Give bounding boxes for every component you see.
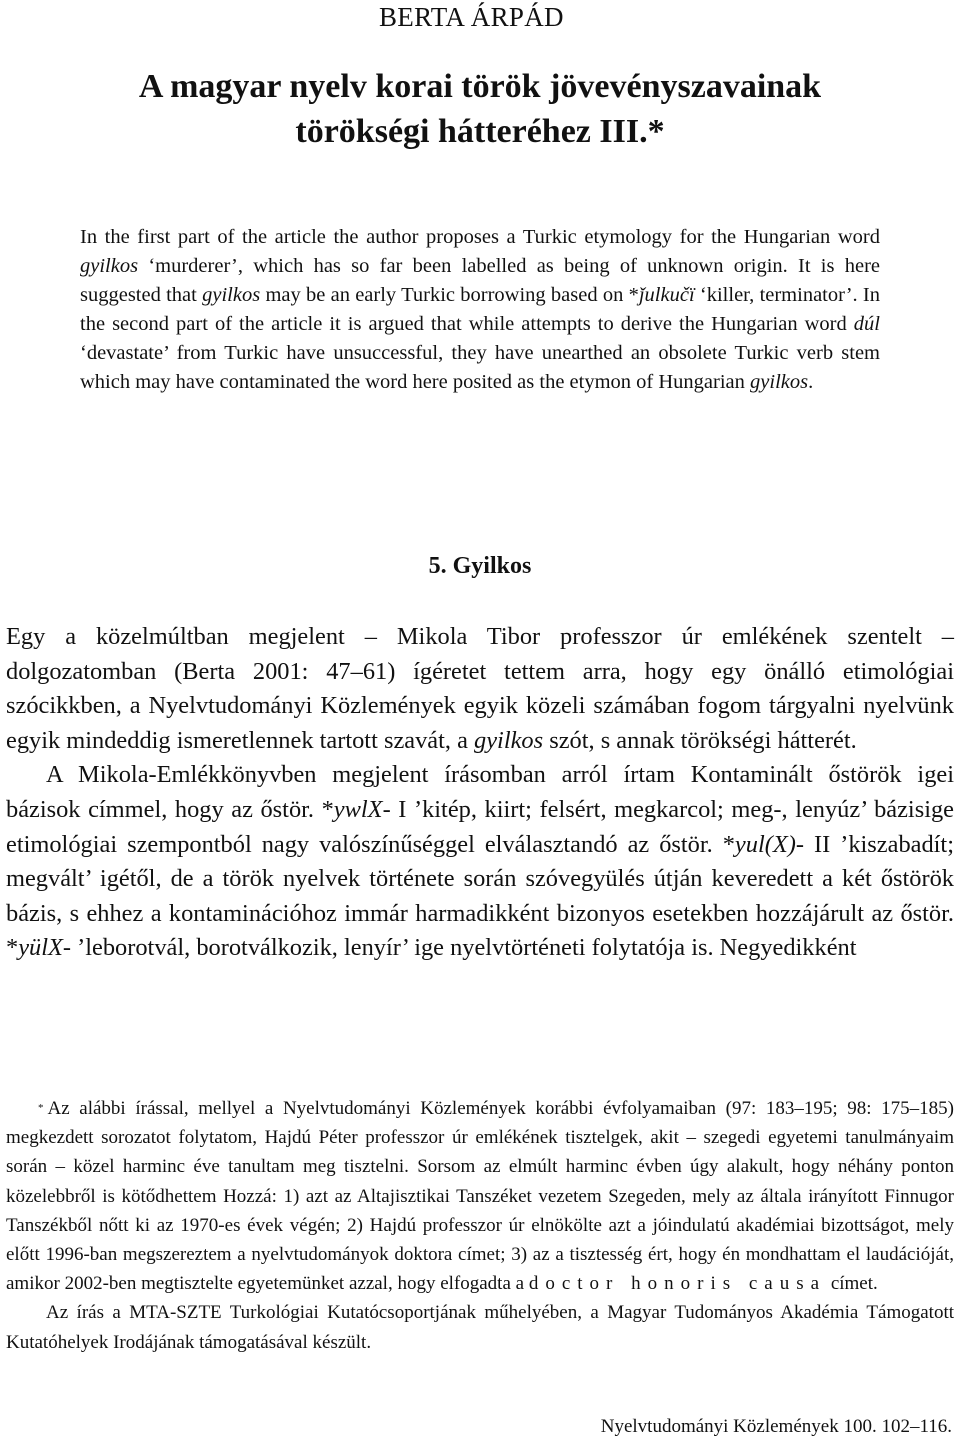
paragraph-text: - ’leborotvál, borotválkozik, lenyír’ ige nyelvtörténeti folytatója is. Negyedikként	[62, 934, 857, 962]
footnote-mark: *	[38, 1102, 44, 1114]
abstract	[80, 223, 880, 397]
paragraph-term: ywlX	[333, 795, 383, 823]
paragraph-text: - I ’kitép, kiirt; felsért, megkarcol; meg-, lenyúz’ bázisige etimológiai szempontból nagy valószínűséggel elválasztandó az őstör. *	[6, 795, 954, 858]
footnote-paragraph	[6, 1094, 954, 1298]
journal-reference: Nyelvtudományi Közlemények 100. 102–116.	[600, 1416, 952, 1437]
paragraph-text: Egy a közelmúltban megjelent – Mikola Tibor professzor úr emlékének szentelt – dolgozatomban (Berta 2001: 47–61) ígéretet tettem arra, hogy egy önálló etimológiai szócikkben, a Nyelvtudományi Közlemények egyik közeli számában fogom tárgyalni nyelvünk egyik mindeddig ismeretlennek tartott szavát, a	[6, 623, 954, 754]
abstract-term: ǰulkučï	[638, 284, 695, 306]
paragraph-text: szót, s annak törökségi hátterét.	[543, 726, 857, 754]
paragraph-term: yülX	[18, 934, 63, 962]
title-line-2: törökségi hátteréhez III.*	[295, 113, 665, 150]
abstract-text: ‘killer, terminator’. In the second part of the article it is argued that while attempts to derive the Hungarian word	[80, 284, 880, 335]
paragraph-text: A Mikola-Emlékkönyvben megjelent írásomban arról írtam Kontaminált őstörök igei bázisok címmel, hogy az őstör. *	[6, 761, 954, 823]
abstract-term: gyilkos	[202, 284, 261, 306]
abstract-text: ‘devastate’ from Turkic have unsuccessful, they have unearthed an obsolete Turkic verb stem which may have contaminated the word here posited as the etymon of Hungarian	[80, 342, 880, 393]
abstract-text: ‘murderer’, which has so far been labelled as being of unknown origin. It is here suggested that	[80, 255, 880, 306]
body-text	[6, 620, 954, 966]
title-line-1: A magyar nyelv korai török jövevényszavainak	[138, 68, 822, 105]
paragraph-term: gyilkos	[474, 726, 544, 754]
abstract-text: may be an early Turkic borrowing based on *	[260, 284, 639, 306]
paragraph-text: - II ’kiszabadít; megvált’ igétől, de a török nyelvek története során szóvegyülés útján keveredett a két őstörök bázis, s ehhez a kontaminációhoz immár harmadikként bizonyos esetekben hozzájárult az őstör. *	[6, 830, 954, 962]
footnote-text: címet.	[826, 1273, 878, 1295]
footnote-text: Az alábbi írással, mellyel a Nyelvtudományi Közlemények korábbi évfolyamaiban (97: 183–195; 98: 175–185) megkezdett sorozatot folytatom, Hajdú Péter professzor úr emlékének tisztelgek, akit – szegedi egyetemi tanulmányaim során – közel harminc éve tanultam meg tisztelni. Sorsom az elmúlt harminc évben úgy alakult, hogy néhány ponton közelebbről is kötődhettem Hozzá: 1) azt az Altajisztikai Tanszéket vezetem Szegeden, mely az általa irányított Finnugor Tanszékből nőtt ki az 1970-es évek végén; 2) Hajdú professzor úr elnökölte azt a jóindulatú akadémiai bizottságot, mely előtt 1996-ban megszereztem a nyelvtudományok doktora címet; 3) az a tisztesség ért, hogy én mondhattam el laudációját, amikor 2002-ben megtisztelte egyetemünket azzal, hogy elfogadta a	[6, 1098, 954, 1295]
paragraph	[6, 620, 954, 758]
abstract-text: In the first part of the article the author proposes a Turkic etymology for the Hungarian word	[80, 226, 880, 248]
abstract-term: dúl	[853, 313, 880, 335]
author-name: BERTA ÁRPÁD	[379, 2, 564, 32]
abstract-term: gyilkos	[80, 255, 139, 277]
paragraph	[6, 758, 954, 966]
abstract-term: gyilkos	[750, 371, 809, 393]
paragraph-term: yul(X)	[734, 830, 796, 858]
footnote-acknowledgement: Az írás a MTA-SZTE Turkológiai Kutatócsoportjának műhelyében, a Magyar Tudományos Akadémia Támogatott Kutatóhelyek Irodájának támogatásával készült.	[6, 1302, 954, 1353]
section-heading: 5. Gyilkos	[428, 553, 532, 579]
footnote	[6, 1094, 954, 1357]
article-title	[0, 64, 960, 154]
abstract-text: .	[808, 371, 814, 393]
footnote-spaced-text: doctor honoris causa	[528, 1273, 827, 1295]
